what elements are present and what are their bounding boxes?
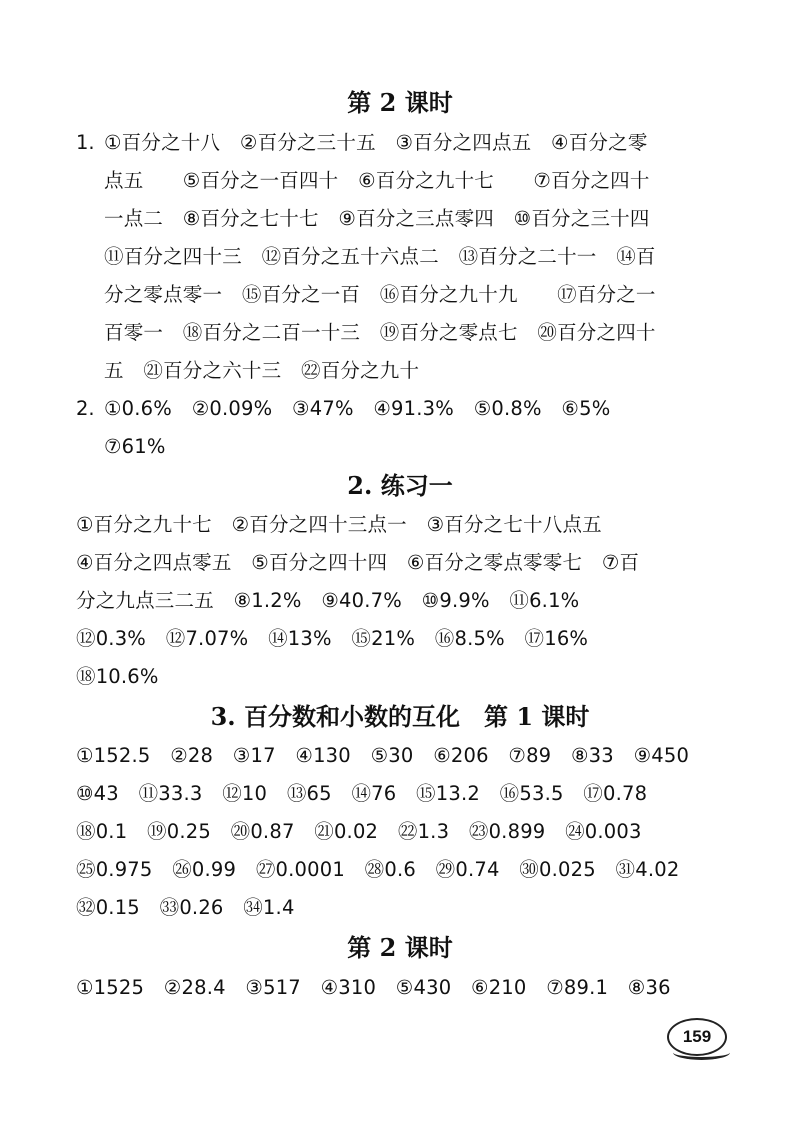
answer-line: ㉕0.975 ㉖0.99 ㉗0.0001 ㉘0.6 ㉙0.74 ㉚0.025 ㉛4.02 [76,858,680,881]
section-title-exercise-1: 2. 练习一 [347,471,453,500]
q1-line: ⑪百分之四十三 ⑫百分之五十六点二 ⑬百分之二十一 ⑭百 [104,245,656,268]
page-number: 159 [667,1018,727,1056]
section-title-lesson-2b: 第 2 课时 [347,933,453,962]
q1-line: 分之零点零一 ⑮百分之一百 ⑯百分之九十九 ⑰百分之一 [104,283,656,306]
answer-line: ①152.5 ②28 ③17 ④130 ⑤30 ⑥206 ⑦89 ⑧33 ⑨450 [76,744,690,767]
exercise-line: 分之九点三二五 ⑧1.2% ⑨40.7% ⑩9.9% ⑪6.1% [76,589,580,612]
section-title-percent-decimal: 3. 百分数和小数的互化 第 1 课时 [210,702,590,731]
section-title-lesson-2: 第 2 课时 [347,88,453,117]
question-1-number: 1. [76,131,95,154]
q1-line: 五 ㉑百分之六十三 ㉒百分之九十 [104,359,420,382]
answer-line: ①1525 ②28.4 ③517 ④310 ⑤430 ⑥210 ⑦89.1 ⑧36 [76,976,671,999]
q2-line: ⑦61% [104,435,166,458]
exercise-line: ①百分之九十七 ②百分之四十三点一 ③百分之七十八点五 [76,513,602,536]
answer-line: ⑩43 ⑪33.3 ⑫10 ⑬65 ⑭76 ⑮13.2 ⑯53.5 ⑰0.78 [76,782,648,805]
exercise-line: ⑱10.6% [76,665,159,688]
exercise-line: ⑫0.3% ⑫7.07% ⑭13% ⑮21% ⑯8.5% ⑰16% [76,627,589,650]
q1-line: ①百分之十八 ②百分之三十五 ③百分之四点五 ④百分之零 [104,131,648,154]
answer-line: ㉜0.15 ㉝0.26 ㉞1.4 [76,896,295,919]
answer-line: ⑱0.1 ⑲0.25 ⑳0.87 ㉑0.02 ㉒1.3 ㉓0.899 ㉔0.003 [76,820,642,843]
q1-line: 百零一 ⑱百分之二百一十三 ⑲百分之零点七 ⑳百分之四十 [104,321,656,344]
question-2-number: 2. [76,397,95,420]
q2-line: ①0.6% ②0.09% ③47% ④91.3% ⑤0.8% ⑥5% [104,397,611,420]
q1-line: 一点二 ⑧百分之七十七 ⑨百分之三点零四 ⑩百分之三十四 [104,207,650,230]
q1-line: 点五 ⑤百分之一百四十 ⑥百分之九十七 ⑦百分之四十 [104,169,650,192]
exercise-line: ④百分之四点零五 ⑤百分之四十四 ⑥百分之零点零零七 ⑦百 [76,551,640,574]
